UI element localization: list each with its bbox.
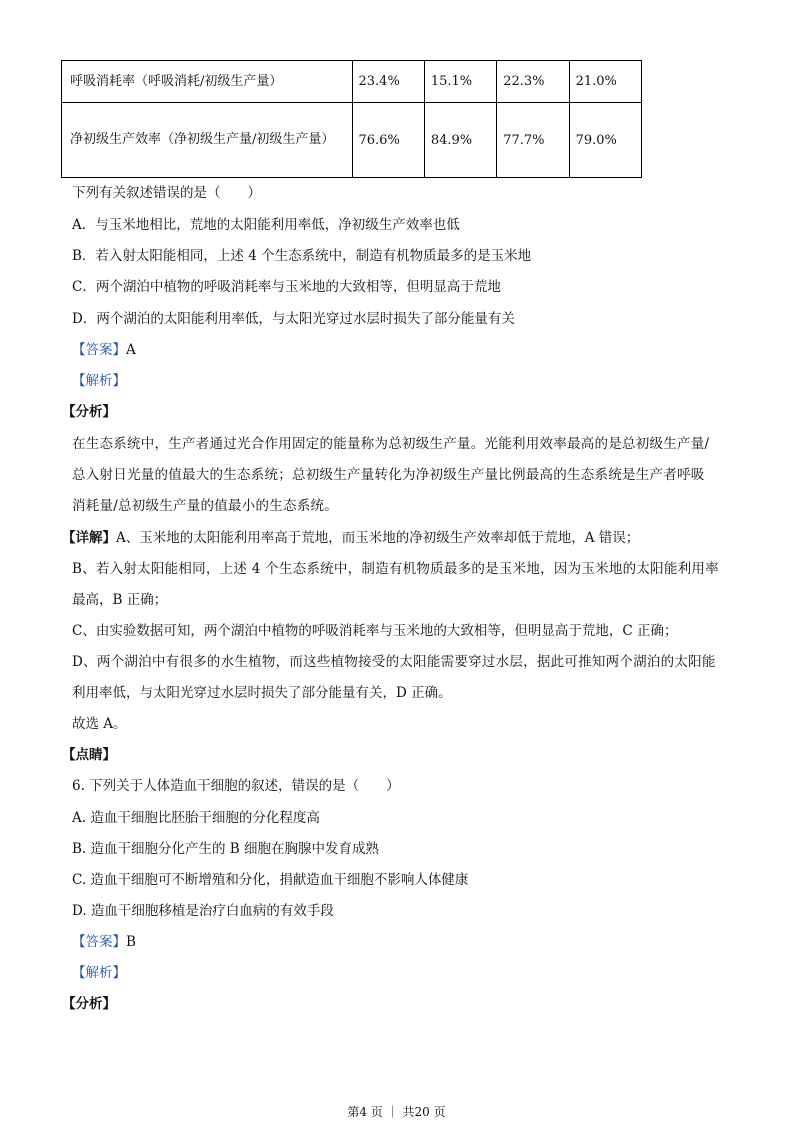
detail-line: 故选 A。 xyxy=(72,716,127,732)
analysis-line: 总入射日光量的值最大的生态系统；总初级生产量转化为净初级生产量比例最高的生态系统是生产者呼吸 xyxy=(72,467,705,483)
table-cell: 79.0% xyxy=(569,103,641,178)
xiangjie-tag: 【详解】 xyxy=(62,530,116,546)
answer-tag: 【答案】 xyxy=(72,342,126,358)
fenxi-tag: 【分析】 xyxy=(62,996,116,1012)
jiexi-tag: 【解析】 xyxy=(72,373,126,389)
dianjing-tag: 【点睛】 xyxy=(62,747,116,763)
detail-line xyxy=(62,528,639,548)
option-b: B．若入射太阳能相同，上述 4 个生态系统中，制造有机物质最多的是玉米地 xyxy=(72,248,532,264)
option-c: C. 造血干细胞可不断增殖和分化，捐献造血干细胞不影响人体健康 xyxy=(72,872,469,888)
detail-line: C、由实验数据可知，两个湖泊中植物的呼吸消耗率与玉米地的大致相等，但明显高于荒地，C 正确； xyxy=(72,623,678,639)
analysis-line: 在生态系统中，生产者通过光合作用固定的能量称为总初级生产量。光能利用效率最高的是总初级生产量/ xyxy=(72,436,710,452)
table-cell: 21.0% xyxy=(569,61,641,103)
analysis-line: 消耗量/总初级生产量的值最小的生态系统。 xyxy=(72,498,339,514)
page-footer: 第4 页 ｜ 共20 页 xyxy=(347,1105,446,1119)
option-d: D．两个湖泊的太阳能利用率低，与太阳光穿过水层时损失了部分能量有关 xyxy=(72,311,515,327)
question-stem: 下列有关叙述错误的是（ ） xyxy=(72,185,261,201)
table-row xyxy=(62,61,642,103)
table-row xyxy=(62,103,642,178)
table-cell: 22.3% xyxy=(497,61,569,103)
table-cell: 84.9% xyxy=(424,103,496,178)
answer-value: A xyxy=(126,342,136,358)
table-cell-label: 净初级生产效率（净初级生产量/初级生产量） xyxy=(62,103,353,178)
detail-line: D、两个湖泊中有很多的水生植物，而这些植物接受的太阳能需要穿过水层，据此可推知两个湖泊的太阳能 xyxy=(72,654,716,670)
option-a: A．与玉米地相比，荒地的太阳能利用率低，净初级生产效率也低 xyxy=(72,217,460,233)
detail-line: B、若入射太阳能相同，上述 4 个生态系统中，制造有机物质最多的是玉米地，因为玉米地的太阳能利用率 xyxy=(72,561,719,577)
fenxi-tag: 【分析】 xyxy=(62,404,116,420)
detail-text: A、玉米地的太阳能利用率高于荒地，而玉米地的净初级生产效率却低于荒地，A 错误； xyxy=(116,530,640,546)
option-d: D. 造血干细胞移植是治疗白血病的有效手段 xyxy=(72,903,334,919)
table-cell: 15.1% xyxy=(424,61,496,103)
answer-line xyxy=(72,932,136,952)
table-cell-label: 呼吸消耗率（呼吸消耗/初级生产量） xyxy=(62,61,353,103)
table-cell: 23.4% xyxy=(352,61,424,103)
option-b: B. 造血干细胞分化产生的 B 细胞在胸腺中发育成熟 xyxy=(72,841,380,857)
table-cell: 76.6% xyxy=(352,103,424,178)
answer-value: B xyxy=(126,934,136,950)
option-a: A. 造血干细胞比胚胎干细胞的分化程度高 xyxy=(72,810,320,826)
detail-line: 利用率低，与太阳光穿过水层时损失了部分能量有关，D 正确。 xyxy=(72,685,452,701)
answer-tag: 【答案】 xyxy=(72,934,126,950)
detail-line: 最高，B 正确； xyxy=(72,592,168,608)
question-stem: 6. 下列关于人体造血干细胞的叙述，错误的是（ ） xyxy=(72,778,400,794)
jiexi-tag: 【解析】 xyxy=(72,965,126,981)
table-cell: 77.7% xyxy=(497,103,569,178)
data-table xyxy=(61,60,642,178)
answer-line xyxy=(72,340,136,360)
option-c: C．两个湖泊中植物的呼吸消耗率与玉米地的大致相等，但明显高于荒地 xyxy=(72,279,501,295)
